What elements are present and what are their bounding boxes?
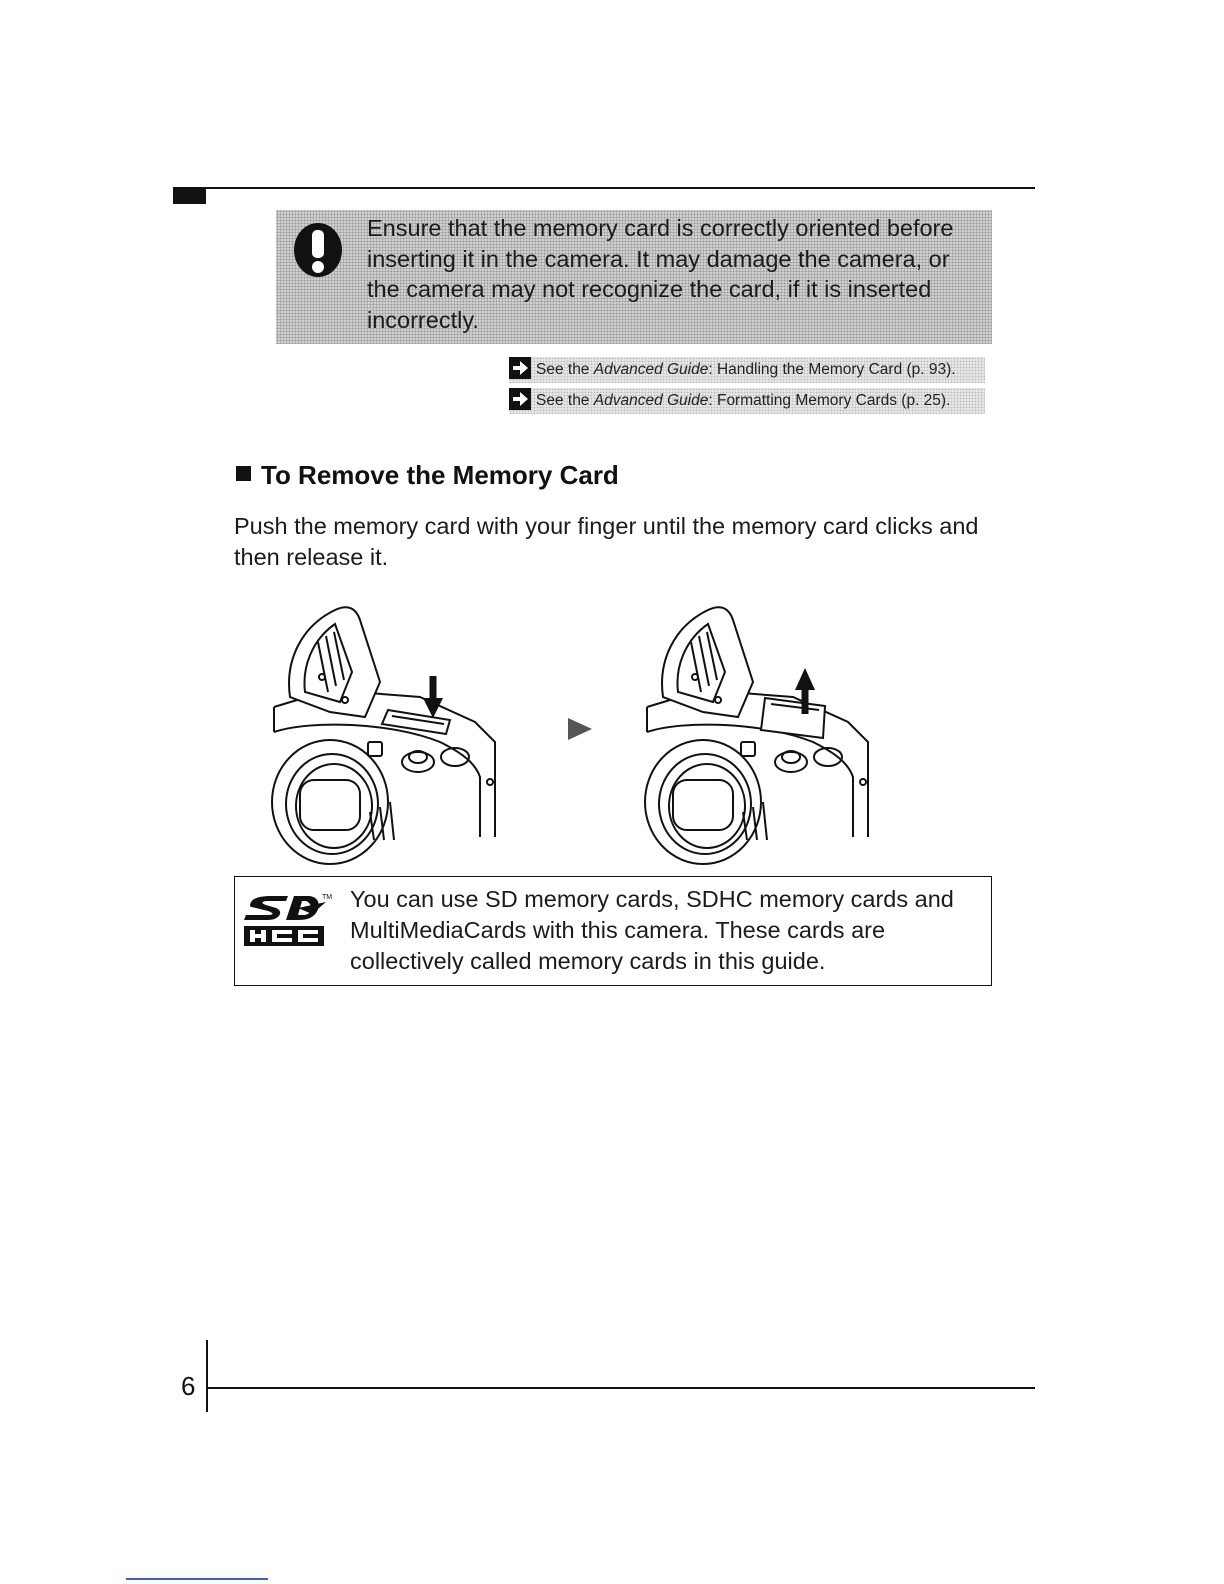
heading-bullet-square [236, 466, 251, 481]
sdhc-note-text: You can use SD memory cards, SDHC memory cards and MultiMediaCards with this camera. These cards are collectively called memory cards in this guide. [350, 886, 954, 974]
section-heading [236, 458, 619, 492]
arrow-right-icon [509, 357, 531, 379]
camera-card-released-illustration [643, 602, 875, 840]
reference-prefix: See the [536, 392, 594, 409]
reference-prefix: See the [536, 361, 594, 378]
caution-text: Ensure that the memory card is correctly oriented before inserting it in the camera. It may damage the camera, or the camera may not recognize the card, if it is inserted incorrectly. [367, 215, 954, 333]
bottom-link-underline [126, 1578, 268, 1580]
reference-guide-name: Advanced Guide [593, 392, 709, 409]
arrow-right-icon [509, 388, 531, 410]
top-rule [173, 187, 1035, 189]
footer-horizontal-rule [206, 1387, 1035, 1389]
next-step-arrow-icon [566, 716, 594, 742]
sdhc-logo-icon [242, 890, 333, 950]
sdhc-logo-tm: TM [322, 894, 333, 901]
section-tab-marker [173, 187, 206, 204]
camera-push-card-illustration [270, 602, 502, 840]
reference-link-handling[interactable] [509, 357, 985, 383]
reference-guide-name: Advanced Guide [593, 361, 709, 378]
reference-suffix: : Handling the Memory Card (p. 93). [708, 361, 956, 378]
section-title: To Remove the Memory Card [261, 460, 619, 490]
reference-suffix: : Formatting Memory Cards (p. 25). [708, 392, 951, 409]
page-number: 6 [181, 1371, 196, 1401]
footer-vertical-rule [206, 1340, 208, 1412]
exclamation-caution-icon [292, 222, 344, 278]
reference-link-formatting[interactable] [509, 388, 985, 414]
section-body-text: Push the memory card with your finger until the memory card clicks and then release it. [234, 513, 979, 570]
